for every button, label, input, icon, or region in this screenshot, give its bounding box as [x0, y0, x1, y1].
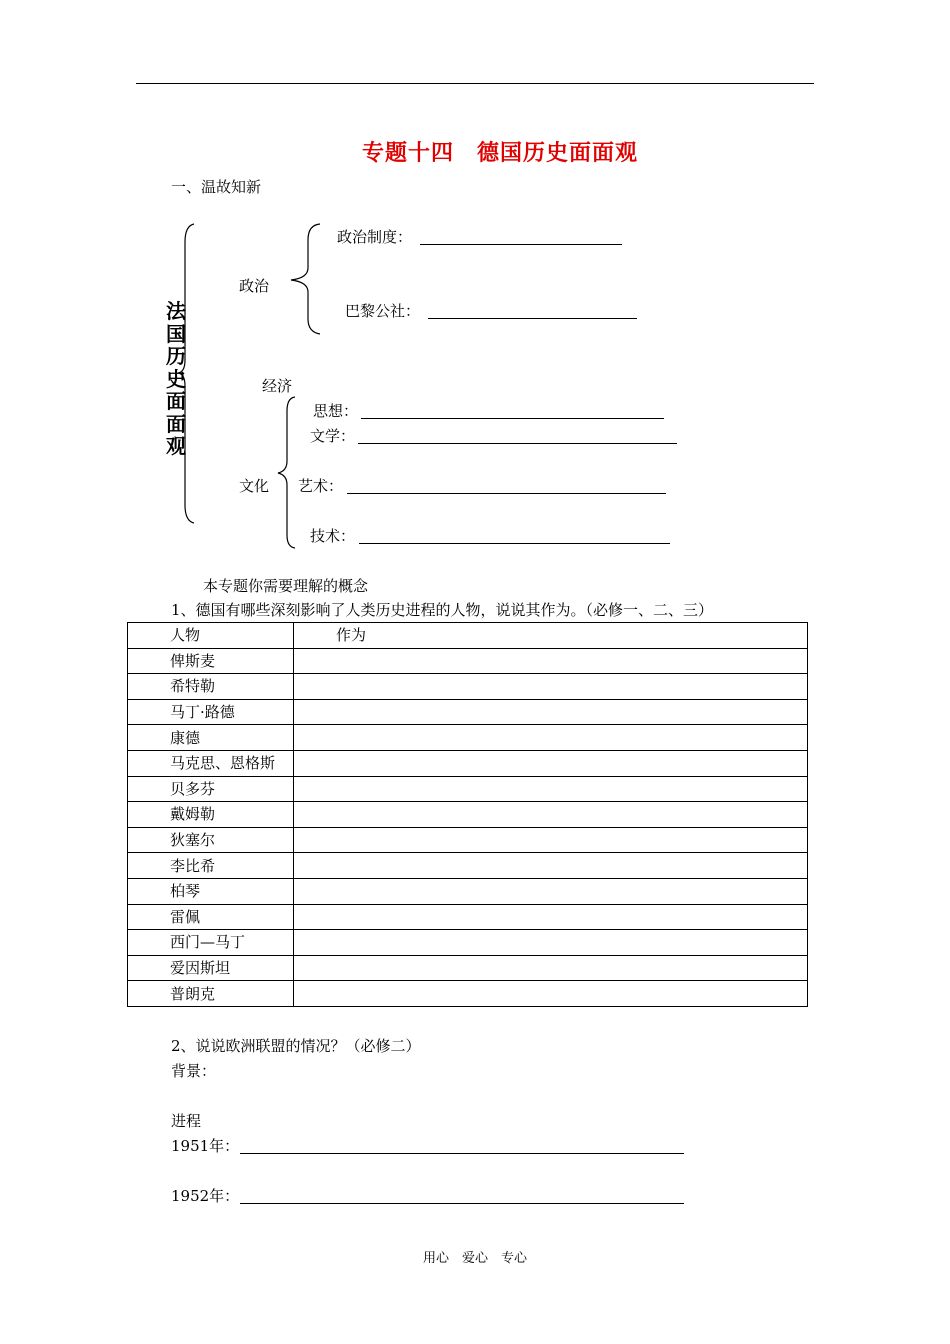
culture-item-technology: 技术： [310, 527, 356, 545]
deed-cell[interactable] [294, 648, 808, 674]
person-name: 马克思、恩格斯 [128, 750, 294, 776]
answer-line [359, 543, 670, 544]
table-row [128, 878, 808, 904]
culture-label: 文化 [239, 477, 270, 495]
background-label: 背景： [171, 1062, 217, 1080]
table-row [128, 827, 808, 853]
vertical-title: 法国历史面面观 [166, 299, 186, 458]
header-person: 人物 [128, 623, 294, 649]
deed-cell[interactable] [294, 750, 808, 776]
deed-cell[interactable] [294, 802, 808, 828]
process-label: 进程 [171, 1112, 202, 1130]
question-2: 2、说说欧洲联盟的情况？（必修二） [171, 1037, 421, 1055]
person-name: 爱因斯坦 [128, 955, 294, 981]
concepts-heading: 本专题你需要理解的概念 [203, 577, 369, 595]
answer-line [420, 244, 622, 245]
people-table [127, 622, 808, 1007]
economy-label: 经济 [262, 377, 293, 395]
answer-line [361, 418, 664, 419]
culture-item-literature: 文学： [310, 427, 356, 445]
deed-cell[interactable] [294, 674, 808, 700]
question-1: 1、德国有哪些深刻影响了人类历史进程的人物，说说其作为。（必修一、二、三） [171, 601, 714, 619]
table-header-row [128, 623, 808, 649]
year-1951-label: 1951年： [171, 1137, 240, 1155]
person-name: 柏琴 [128, 878, 294, 904]
answer-line [240, 1153, 684, 1154]
person-name: 马丁·路德 [128, 699, 294, 725]
table-row [128, 750, 808, 776]
page-footer: 用心 爱心 专心 [422, 1251, 527, 1266]
table-row [128, 955, 808, 981]
person-name: 贝多芬 [128, 776, 294, 802]
table-row [128, 904, 808, 930]
culture-item-thought: 思想： [313, 402, 359, 420]
table-row [128, 930, 808, 956]
deed-cell[interactable] [294, 981, 808, 1007]
person-name: 俾斯麦 [128, 648, 294, 674]
person-name: 雷佩 [128, 904, 294, 930]
politics-item-system: 政治制度： [337, 228, 413, 246]
deed-cell[interactable] [294, 725, 808, 751]
year-1952-label: 1952年： [171, 1187, 240, 1205]
deed-cell[interactable] [294, 955, 808, 981]
person-name: 康德 [128, 725, 294, 751]
table-row [128, 853, 808, 879]
table-row [128, 648, 808, 674]
page-title: 专题十四 德国历史面面观 [361, 141, 638, 166]
table-row [128, 674, 808, 700]
culture-item-art: 艺术： [298, 477, 344, 495]
table-row [128, 725, 808, 751]
deed-cell[interactable] [294, 776, 808, 802]
deed-cell[interactable] [294, 904, 808, 930]
politics-brace [288, 222, 324, 336]
politics-item-commune: 巴黎公社： [345, 302, 421, 320]
deed-cell[interactable] [294, 699, 808, 725]
table-row [128, 981, 808, 1007]
culture-brace [275, 395, 299, 550]
person-name: 普朗克 [128, 981, 294, 1007]
politics-label: 政治 [239, 277, 270, 295]
table-row [128, 776, 808, 802]
deed-cell[interactable] [294, 878, 808, 904]
section-heading: 一、温故知新 [171, 178, 262, 196]
deed-cell[interactable] [294, 827, 808, 853]
header-rule [136, 83, 814, 84]
answer-line [347, 493, 666, 494]
answer-line [358, 443, 677, 444]
person-name: 西门—马丁 [128, 930, 294, 956]
answer-line [428, 318, 637, 319]
header-deed: 作为 [294, 623, 808, 649]
table-row [128, 699, 808, 725]
person-name: 希特勒 [128, 674, 294, 700]
deed-cell[interactable] [294, 853, 808, 879]
person-name: 李比希 [128, 853, 294, 879]
table-row [128, 802, 808, 828]
deed-cell[interactable] [294, 930, 808, 956]
person-name: 戴姆勒 [128, 802, 294, 828]
person-name: 狄塞尔 [128, 827, 294, 853]
answer-line [240, 1203, 684, 1204]
